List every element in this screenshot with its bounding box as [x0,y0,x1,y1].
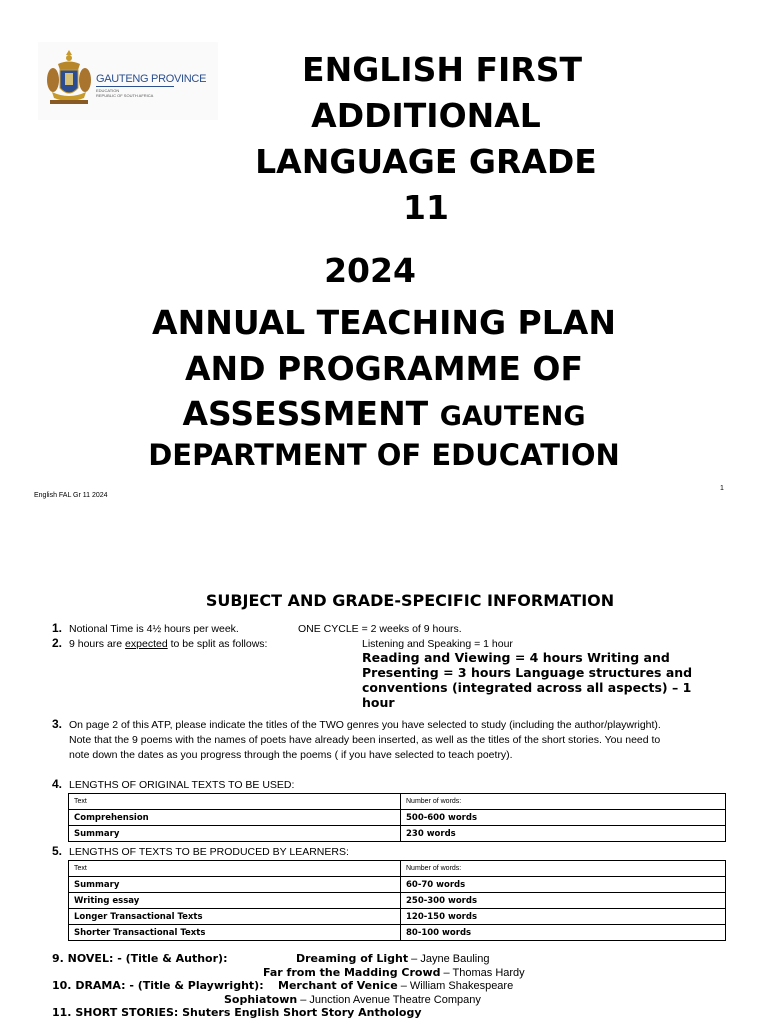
novel-label-text: 9. NOVEL: - (Title & Author): [52,952,228,965]
table-row [69,826,726,842]
table-cell: Longer Transactional Texts [69,909,401,925]
item-5-text: LENGTHS OF TEXTS TO BE PRODUCED BY LEARNERS: [69,846,349,858]
table-cell: 230 words [401,826,726,842]
table-cell: Comprehension [69,810,401,826]
subtitle-line-1: ANNUAL TEACHING PLAN [152,303,616,342]
table-cell: Summary [69,877,401,893]
title-line-2: ADDITIONAL [311,96,541,135]
drama-label [52,979,264,992]
table-header-cell: Number of words: [401,861,726,877]
item-2-text [69,638,267,650]
drama-1-author: – William Shakespeare [397,980,514,992]
year: 2024 [324,251,416,290]
table-row [69,925,726,941]
item-2-number: 2. [52,636,63,650]
table-header-cell: Text [69,861,401,877]
logo-province-name: GAUTENG PROVINCE [96,73,207,85]
listening-speaking: Listening and Speaking = 1 hour [362,638,513,650]
table-row [69,810,726,826]
table-cell: Summary [69,826,401,842]
table-row [69,893,726,909]
item-4-number: 4. [52,777,63,791]
logo-subtitle-country: REPUBLIC OF SOUTH AFRICA [96,93,154,98]
subtitle-assessment: ASSESSMENT [182,394,429,433]
table-header-cell: Text [69,794,401,810]
subtitle-line-4: DEPARTMENT OF EDUCATION [148,438,620,472]
table-cell: 60-70 words [401,877,726,893]
item-3-number: 3. [52,717,63,731]
produced-texts-table [68,860,726,941]
title-line-1: ENGLISH FIRST [302,50,582,89]
section-title: SUBJECT AND GRADE-SPECIFIC INFORMATION [205,591,615,610]
item-1-cycle: ONE CYCLE = 2 weeks of 9 hours. [298,623,462,635]
page-number: 1 [720,485,724,492]
novel-1 [296,952,489,965]
drama-label-text: 10. DRAMA: - (Title & Playwright): [52,979,264,992]
drama-1-title: Merchant of Venice [278,979,398,992]
novel-2-author: – Thomas Hardy [440,967,525,979]
short-stories-label [52,1006,422,1019]
footer-left: English FAL Gr 11 2024 [34,492,108,499]
table-cell: 250-300 words [401,893,726,909]
table-header-row [69,794,726,810]
table-cell: 80-100 words [401,925,726,941]
title-line-4: 11 [403,188,449,227]
item-1-text: Notional Time is 4½ hours per week. [69,623,239,635]
item-2-pre: 9 hours are [69,638,126,650]
subtitle-line-3 [0,394,768,433]
drama-2-author: – Junction Avenue Theatre Company [297,994,481,1006]
item-3-text: On page 2 of this ATP, please indicate the titles of the TWO genres you have selected to study (including the author/playwright). Note that the 9 poems with the names of poets have already been inserted, as well as the titles of the short stories. You need to note down the dates as you progress through the poems ( if you have selected to teach poetry). [69,719,661,761]
item-2-underlined: expected [125,638,168,650]
table-header-cell: Number of words: [401,794,726,810]
drama-1 [278,979,513,992]
drama-2-title: Sophiatown [224,993,298,1006]
novel-2-title: Far from the Madding Crowd [263,966,441,979]
drama-2 [224,993,481,1006]
table-row [69,909,726,925]
original-texts-table [68,793,726,842]
novel-1-title: Dreaming of Light [296,952,409,965]
item-4-text: LENGTHS OF ORIGINAL TEXTS TO BE USED: [69,779,295,791]
table-cell: Writing essay [69,893,401,909]
subtitle-gauteng: GAUTENG [439,401,586,432]
item-5-number: 5. [52,844,63,858]
hours-breakdown: Reading and Viewing = 4 hours Writing and Presenting = 3 hours Language structures and conventions (integrated across all aspects) – 1 hour [362,650,693,710]
short-stories-text: 11. SHORT STORIES: Shuters English Short Story Anthology [52,1006,422,1019]
novel-label [52,952,227,965]
table-header-row [69,861,726,877]
novel-1-author: – Jayne Bauling [408,953,490,965]
table-cell: 500-600 words [401,810,726,826]
table-cell: Shorter Transactional Texts [69,925,401,941]
title-line-3: LANGUAGE GRADE [255,142,597,181]
logo-subtitle-education: EDUCATION [96,88,120,93]
novel-2 [263,966,525,979]
item-2-post: to be split as follows: [167,638,268,650]
table-cell: 120-150 words [401,909,726,925]
item-1-number: 1. [52,621,63,635]
subtitle-line-2: AND PROGRAMME OF [184,349,584,388]
table-row [69,877,726,893]
